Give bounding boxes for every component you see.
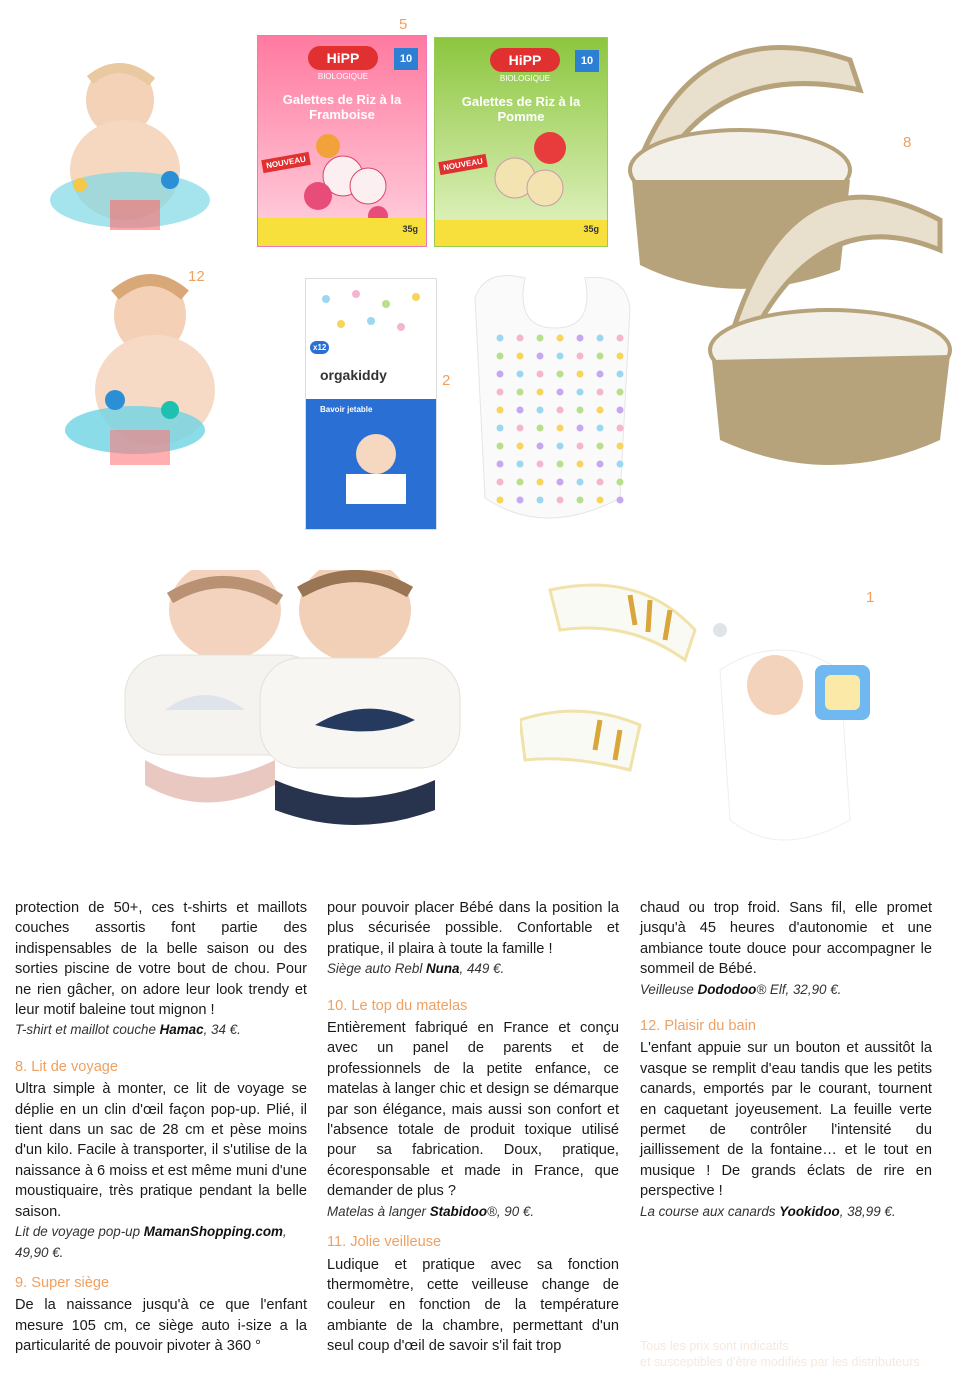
hipp-logo: HiPP bbox=[308, 46, 378, 70]
price-suffix: , 449 €. bbox=[459, 961, 505, 977]
bib-dot bbox=[557, 425, 564, 432]
bib-dot bbox=[537, 353, 544, 360]
col3-price-line bbox=[640, 980, 932, 1000]
disclaimer-line-2: et susceptibles d'être modifiés par les distributeurs bbox=[640, 1355, 920, 1369]
bib-dot bbox=[557, 389, 564, 396]
bib-dot bbox=[557, 371, 564, 378]
text-column-2 bbox=[327, 898, 619, 1357]
bib-dot bbox=[517, 389, 524, 396]
price-suffix: ®, 90 €. bbox=[487, 1203, 535, 1219]
bib-dot bbox=[597, 461, 604, 468]
product-number-1: 1 bbox=[866, 589, 875, 606]
col3-price-line-12 bbox=[640, 1202, 932, 1222]
hooded-towel-photo bbox=[520, 570, 900, 870]
hipp-age-badge: 10 bbox=[394, 48, 418, 70]
bib-dot bbox=[597, 425, 604, 432]
heading-10: 10. Le top du matelas bbox=[327, 997, 468, 1014]
bib-dot bbox=[517, 497, 524, 504]
bib-dot bbox=[557, 479, 564, 486]
bib-dot bbox=[577, 479, 584, 486]
orgakiddy-label: Bavoir jetable bbox=[320, 405, 373, 414]
bib-dot bbox=[517, 407, 524, 414]
bib-dot bbox=[517, 425, 524, 432]
col1-paragraph-9: De la naissance jusqu'à ce que l'enfant mesure 105 cm, ce siège auto i-size a la particularité de pouvoir pivoter à 360 ° bbox=[15, 1297, 307, 1355]
bib-dot bbox=[597, 353, 604, 360]
bib-dot bbox=[537, 335, 544, 342]
price-prefix: La course aux canards bbox=[640, 1203, 780, 1219]
bib-dot bbox=[497, 335, 504, 342]
price-prefix: T-shirt et maillot couche bbox=[15, 1022, 160, 1038]
bib-dot bbox=[537, 443, 544, 450]
bib-dot bbox=[517, 353, 524, 360]
bib-dot bbox=[537, 407, 544, 414]
bib-dot bbox=[497, 425, 504, 432]
bib-dot bbox=[617, 407, 624, 414]
brand-name: Yookidoo bbox=[779, 1203, 840, 1219]
nouveau-badge: NOUVEAU bbox=[261, 152, 311, 173]
product-number-12: 12 bbox=[188, 268, 205, 285]
bib-dot bbox=[597, 407, 604, 414]
nouveau-badge: NOUVEAU bbox=[438, 154, 488, 175]
price-suffix: , 49,90 €. bbox=[15, 1224, 287, 1260]
bib-dot bbox=[537, 425, 544, 432]
brand-name: Hamac bbox=[159, 1022, 204, 1038]
text-column-3 bbox=[640, 898, 932, 1226]
hipp-weight: 35g bbox=[583, 224, 599, 234]
bib-dot bbox=[577, 335, 584, 342]
bib-dot bbox=[497, 443, 504, 450]
bib-dot bbox=[557, 353, 564, 360]
hipp-age-badge: 10 bbox=[575, 50, 599, 72]
bib-dot bbox=[537, 479, 544, 486]
bib-dot bbox=[497, 371, 504, 378]
bib-dot bbox=[537, 371, 544, 378]
price-suffix: , 34 €. bbox=[203, 1022, 241, 1038]
hipp-logo: HiPP bbox=[490, 48, 560, 72]
bib-dot bbox=[577, 371, 584, 378]
bib-dot bbox=[517, 443, 524, 450]
bib-dot bbox=[537, 389, 544, 396]
bib-dot bbox=[597, 389, 604, 396]
hipp-weight: 35g bbox=[402, 224, 418, 234]
bib-dot bbox=[557, 407, 564, 414]
raspberry-illustration bbox=[258, 36, 426, 246]
heading-11: 11. Jolie veilleuse bbox=[327, 1234, 442, 1251]
price-disclaimer bbox=[640, 1338, 940, 1370]
col3-paragraph-intro: chaud ou trop froid. Sans fil, elle promet jusqu'à 45 heures d'autonomie et une ambiance toute douce pour accompagner le sommeil de Bébé. bbox=[640, 900, 932, 978]
col2-paragraph-11: Ludique et pratique avec sa fonction thermomètre, cette veilleuse change de couleur en fonction de la température ambiante de la chambre, permettant d'un seul coup d'œil de savoir s'il fait trop bbox=[327, 1256, 619, 1355]
apple-illustration bbox=[435, 38, 607, 246]
product-number-8: 8 bbox=[903, 134, 912, 151]
price-prefix: Siège auto Rebl bbox=[327, 961, 427, 977]
price-prefix: Matelas à langer bbox=[327, 1203, 430, 1219]
bib-dot bbox=[557, 443, 564, 450]
bib-dot bbox=[497, 479, 504, 486]
bib-dot bbox=[617, 353, 624, 360]
brand-name: Dododoo bbox=[697, 981, 757, 997]
col1-price-line-8 bbox=[15, 1222, 307, 1263]
bib-dot bbox=[597, 371, 604, 378]
bib-dot bbox=[577, 425, 584, 432]
hipp-framboise-pack bbox=[257, 35, 427, 247]
bib-dot bbox=[517, 479, 524, 486]
baby-fountain-photo bbox=[55, 260, 235, 480]
bib-dot bbox=[497, 407, 504, 414]
brand-name: MamanShopping.com bbox=[143, 1224, 283, 1240]
product-number-2: 2 bbox=[442, 372, 451, 389]
brand-name: Stabidoo bbox=[429, 1203, 487, 1219]
heading-8: 8. Lit de voyage bbox=[15, 1058, 119, 1075]
col1-paragraph-intro: protection de 50+, ces t-shirts et maillots couches assortis font partie des indispensables de la belle saison ou des sorties piscine de votre bout de chou. Pour ne rien gâcher, on adore leur look trendy et leur motif baleine tout mignon ! bbox=[15, 900, 307, 1019]
brand-name: Nuna bbox=[426, 961, 460, 977]
bib-dot bbox=[577, 407, 584, 414]
col2-price-line bbox=[327, 959, 619, 979]
heading-12: 12. Plaisir du bain bbox=[640, 1018, 757, 1035]
col2-paragraph-10: Entièrement fabriqué en France et conçu avec un panel de parents et de professionnels de la petite enfance, ce matelas à langer chic et design se démarque par son élégance, mais aussi son confort et l'absence totale de produit toxique utilisé pour sa fabrication. Doux, pratique, écoresponsable et made in France, que demander de plus ? bbox=[327, 1020, 619, 1200]
bib-dot bbox=[517, 335, 524, 342]
hipp-pomme-pack bbox=[434, 37, 608, 247]
bib-dot bbox=[617, 461, 624, 468]
polka-dot-bib bbox=[455, 268, 635, 548]
heading-9: 9. Super siège bbox=[15, 1274, 110, 1291]
bib-dot bbox=[537, 461, 544, 468]
orgakiddy-logo: orgakiddy bbox=[320, 367, 387, 383]
bib-dot bbox=[497, 353, 504, 360]
bib-dot bbox=[497, 497, 504, 504]
text-column-1 bbox=[15, 898, 307, 1357]
baby-bath-photo bbox=[40, 40, 210, 260]
bib-dot bbox=[517, 371, 524, 378]
bib-dot bbox=[617, 443, 624, 450]
bib-dot bbox=[577, 389, 584, 396]
product-number-5: 5 bbox=[399, 16, 408, 33]
hipp-subtitle: BIOLOGIQUE bbox=[499, 74, 551, 83]
col1-paragraph-8: Ultra simple à monter, ce lit de voyage se déplie en un clin d'œil façon pop-up. Plié, il tient dans un sac de 28 cm et pèse moins d'un kilo. Facile à transporter, il s'utilise de la naissance à 6 moiss et est même muni d'une moustiquaire, très pratique pendant la belle saison. bbox=[15, 1081, 307, 1220]
price-suffix: ® Elf, 32,90 €. bbox=[756, 981, 842, 997]
bib-dot bbox=[577, 497, 584, 504]
pack-count: x12 bbox=[310, 341, 329, 354]
bib-dot bbox=[517, 461, 524, 468]
bib-dot bbox=[557, 335, 564, 342]
bib-dot bbox=[617, 371, 624, 378]
travel-bed-photo bbox=[620, 20, 960, 470]
price-prefix: Lit de voyage pop-up bbox=[15, 1224, 144, 1240]
bib-dot bbox=[597, 335, 604, 342]
bib-dot bbox=[497, 461, 504, 468]
orgakiddy-pack bbox=[305, 278, 437, 530]
babies-tshirts-photo bbox=[75, 570, 475, 870]
bib-dot bbox=[597, 479, 604, 486]
bib-dot bbox=[497, 389, 504, 396]
bib-dot bbox=[597, 497, 604, 504]
bib-dot bbox=[557, 461, 564, 468]
hipp-pomme-title: Galettes de Riz à la Pomme bbox=[461, 94, 581, 124]
dots-pattern bbox=[306, 279, 436, 529]
col2-price-line-10 bbox=[327, 1202, 619, 1222]
bib-dot bbox=[577, 461, 584, 468]
bib-dot bbox=[577, 443, 584, 450]
hipp-subtitle: BIOLOGIQUE bbox=[317, 72, 369, 81]
bib-dot bbox=[537, 497, 544, 504]
col3-paragraph-12: L'enfant appuie sur un bouton et aussitôt la vasque se remplit d'eau tandis que les petits canards, emportés par le courant, tournent en caquetant joyeusement. La feuille verte permet de contrôler l'intensité du jaillissement de la fontaine… et le tout en musique ! De grands éclats de rire en perspective ! bbox=[640, 1040, 932, 1200]
bib-dot bbox=[597, 443, 604, 450]
bib-dot bbox=[577, 353, 584, 360]
price-prefix: Veilleuse bbox=[640, 981, 698, 997]
bib-dot bbox=[617, 335, 624, 342]
disclaimer-line-1: Tous les prix sont indicatifs bbox=[640, 1339, 789, 1353]
col1-price-line bbox=[15, 1020, 307, 1040]
bib-dot bbox=[617, 425, 624, 432]
bib-dot bbox=[557, 497, 564, 504]
bib-dot bbox=[617, 479, 624, 486]
bib-dot bbox=[617, 389, 624, 396]
price-suffix: , 38,99 €. bbox=[839, 1203, 896, 1219]
hipp-framboise-title: Galettes de Riz à la Framboise bbox=[282, 92, 402, 122]
col2-paragraph-intro: pour pouvoir placer Bébé dans la position la plus sécurisée possible. Confortable et pratique, il plaira à toute la famille ! bbox=[327, 900, 619, 957]
bib-dot bbox=[617, 497, 624, 504]
